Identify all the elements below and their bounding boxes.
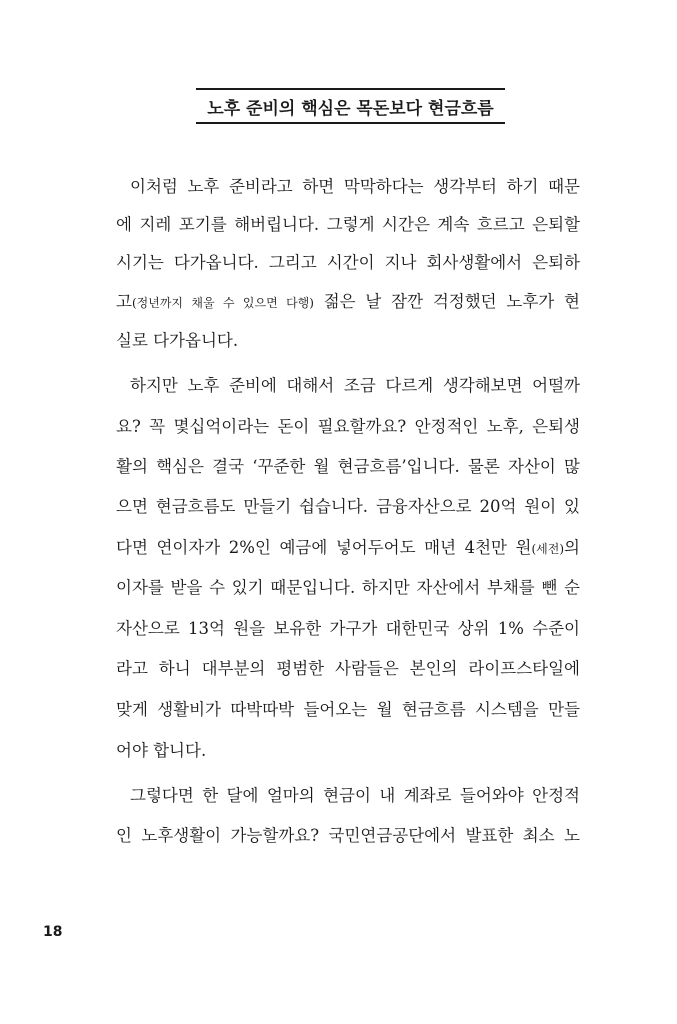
text-line: 에 지레 포기를 해버립니다. 그렇게 시간은 계속 흐르고 은퇴할 xyxy=(116,215,580,234)
text-line: 활의 핵심은 결국 ‘꾸준한 월 현금흐름’입니다. 물론 자산이 많 xyxy=(116,457,580,476)
text-segment: 고 xyxy=(116,292,132,311)
text-line: 자산으로 13억 원을 보유한 가구가 대한민국 상위 1% 수준이 xyxy=(116,619,580,638)
text-line: 어야 합니다. xyxy=(116,741,207,760)
section-title: 노후 준비의 핵심은 목돈보다 현금흐름 xyxy=(207,98,494,119)
text-line: 하지만 노후 준비에 대해서 조금 다르게 생각해보면 어떨까 xyxy=(130,376,580,395)
text-line: 라고 하니 대부분의 평범한 사람들은 본인의 라이프스타일에 xyxy=(116,659,580,678)
text-line: 실로 다가옵니다. xyxy=(116,331,239,350)
text-segment: 젊은 날 잠깐 걱정했던 노후가 현 xyxy=(313,292,580,311)
text-line: 요? 꼭 몇십억이라는 돈이 필요할까요? 안정적인 노후, 은퇴생 xyxy=(116,417,580,436)
text-line: 인 노후생활이 가능할까요? 국민연금공단에서 발표한 최소 노 xyxy=(116,826,580,845)
text-line: 그렇다면 한 달에 얼마의 현금이 내 계좌로 들어와야 안정적 xyxy=(130,786,580,805)
text-segment: 다면 연이자가 2%인 예금에 넣어두어도 매년 4천만 원 xyxy=(116,538,532,557)
text-line: 이자를 받을 수 있기 때문입니다. 하지만 자산에서 부채를 뺀 순 xyxy=(116,578,580,597)
text-line: 시기는 다가옵니다. 그리고 시간이 지나 회사생활에서 은퇴하 xyxy=(116,253,580,272)
text-line: 으면 현금흐름도 만들기 쉽습니다. 금융자산으로 20억 원이 있 xyxy=(116,497,580,516)
text-line xyxy=(116,537,580,560)
text-segment: 의 xyxy=(564,538,580,557)
text-line xyxy=(116,291,580,314)
parenthetical-note: (정년까지 채울 수 있으면 다행) xyxy=(131,296,314,310)
text-line: 이처럼 노후 준비라고 하면 막막하다는 생각부터 하기 때문 xyxy=(130,177,580,196)
page-number: 18 xyxy=(43,924,63,940)
parenthetical-note: (세전) xyxy=(531,542,565,556)
text-line: 맞게 생활비가 따박따박 들어오는 월 현금흐름 시스템을 만들 xyxy=(116,700,580,719)
section-header xyxy=(196,88,505,124)
